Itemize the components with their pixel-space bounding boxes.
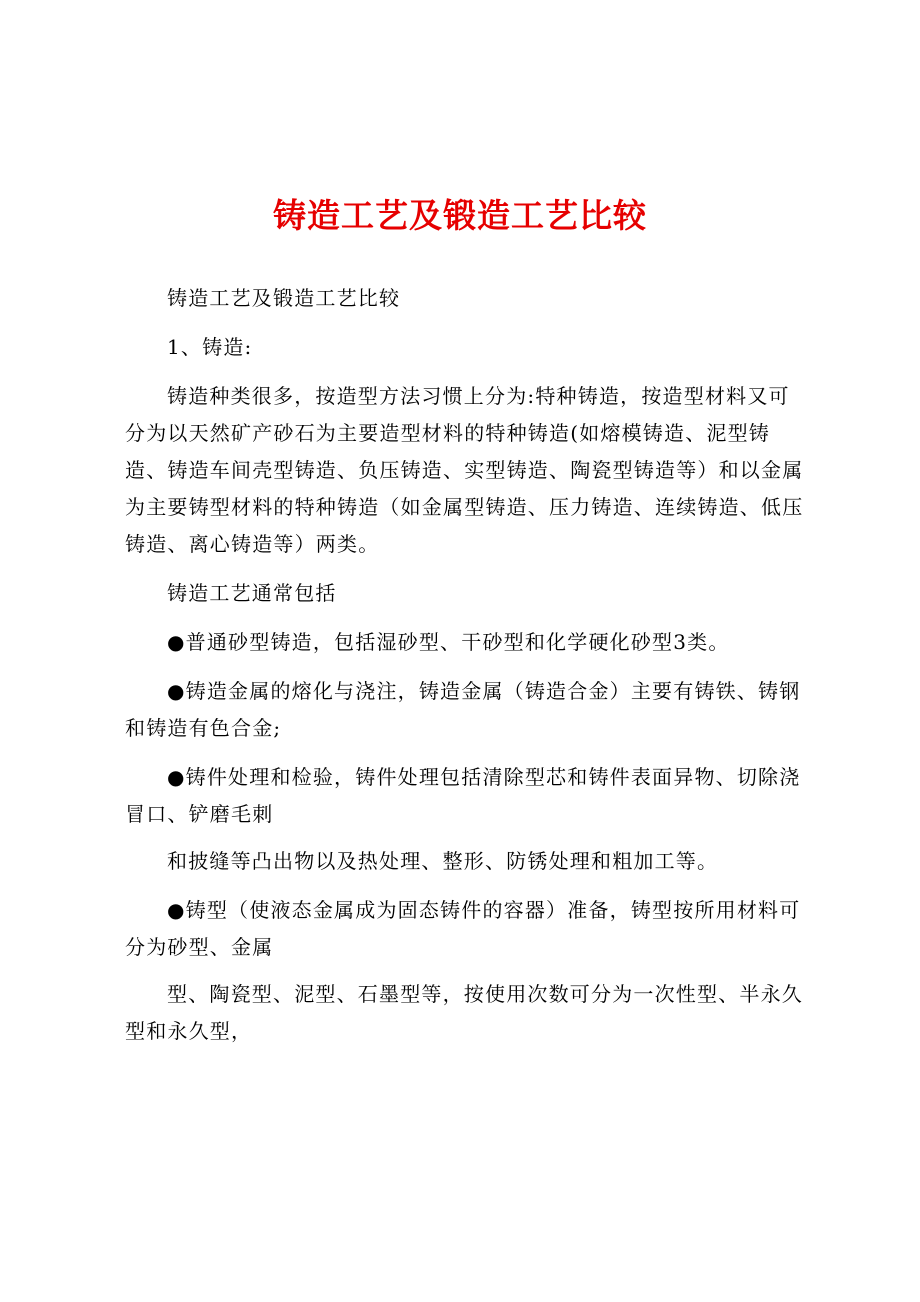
body-paragraph: 铸造工艺通常包括 xyxy=(167,581,337,605)
body-paragraph: 型、陶瓷型、泥型、石墨型等，按使用次数可分为一次性型、半永久型和永久型， xyxy=(125,982,803,1043)
body-bullet: ●铸型（使液态金属成为固态铸件的容器）准备，铸型按所用材料可分为砂型、金属 xyxy=(125,898,801,959)
body-paragraph: 铸造种类很多，按造型方法习惯上分为:特种铸造，按造型材料又可分为以天然矿产砂石为主要造型材料的特种铸造(如熔模铸造、泥型铸造、铸造车间壳型铸造、负压铸造、实型铸造、陶瓷型铸造等）和以金属为主要铸型材料的特种铸造（如金属型铸造、压力铸造、连续铸造、低压铸造、离心铸造等）两类。 xyxy=(125,384,804,556)
body-bullet: ●铸造金属的熔化与浇注，铸造金属（铸造合金）主要有铸铁、铸钢和铸造有色合金; xyxy=(125,679,801,740)
document-body xyxy=(125,280,810,1062)
body-paragraph: 和披缝等凸出物以及热处理、整形、防锈处理和粗加工等。 xyxy=(167,849,719,873)
body-bullet: ●普通砂型铸造，包括湿砂型、干砂型和化学硬化砂型3类。 xyxy=(167,630,730,654)
document-title: 铸造工艺及锻造工艺比较 xyxy=(273,196,647,235)
body-paragraph-subtitle: 铸造工艺及锻造工艺比较 xyxy=(167,286,401,310)
body-paragraph-section-heading: 1、铸造: xyxy=(167,335,253,359)
body-bullet: ●铸件处理和检验，铸件处理包括清除型芯和铸件表面异物、切除浇冒口、铲磨毛刺 xyxy=(125,765,801,826)
